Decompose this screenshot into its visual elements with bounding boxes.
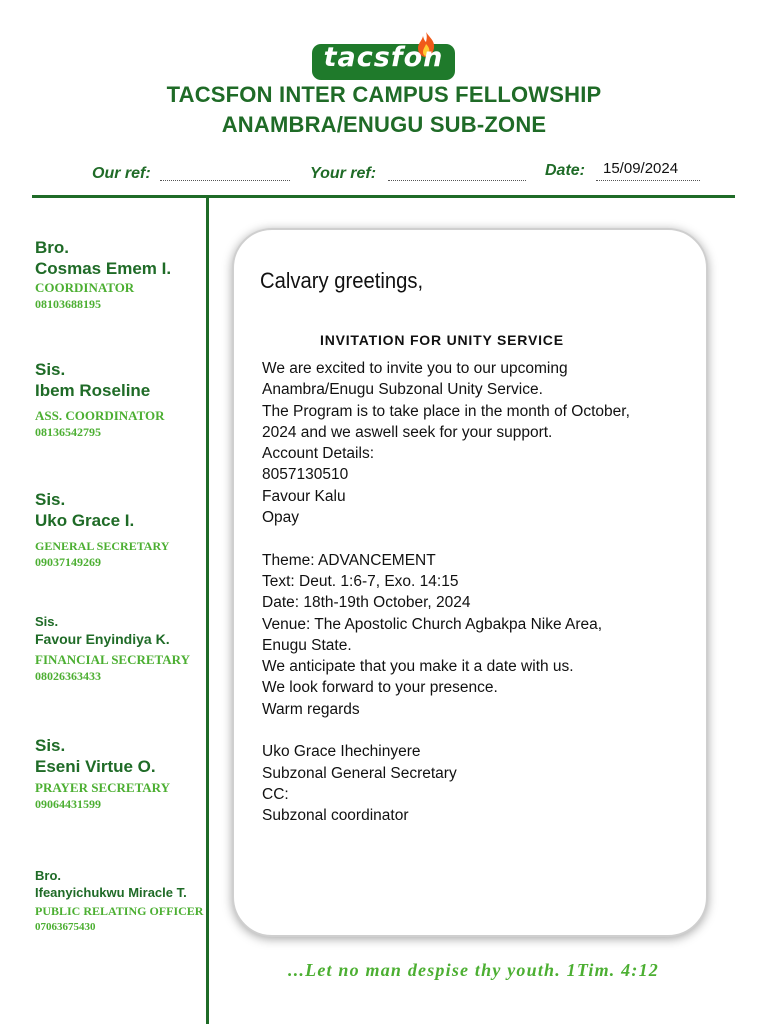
letter-line	[262, 528, 692, 549]
officer-role: PRAYER SECRETARY	[35, 780, 170, 795]
date-field	[596, 180, 700, 181]
officer-title: Bro.	[35, 238, 69, 257]
officer-phone: 09037149269	[35, 555, 101, 569]
letter-line: Enugu State.	[262, 636, 352, 654]
officer-title: Sis.	[35, 360, 66, 379]
footer-verse: ...Let no man despise thy youth. 1Tim. 4:12	[288, 960, 659, 980]
letter-line: We look forward to your presence.	[262, 679, 498, 697]
officer-financial-secretary	[35, 614, 190, 684]
our-ref-field	[160, 180, 290, 181]
letter-line: Subzonal General Secretary	[262, 764, 457, 782]
letter-line: Favour Kalu	[262, 487, 346, 505]
letter-line: Uko Grace Ihechinyere	[262, 743, 421, 761]
officer-name: Cosmas Emem I.	[35, 259, 172, 278]
officer-name: Favour Enyindiya K.	[35, 631, 170, 647]
letter-line: Warm regards	[262, 700, 360, 718]
org-name-line1: TACSFON INTER CAMPUS FELLOWSHIP	[166, 82, 602, 107]
officer-name: Eseni Virtue O.	[35, 757, 156, 776]
letter-line: Theme: ADVANCEMENT	[262, 551, 436, 569]
officer-general-secretary	[35, 490, 169, 570]
letter-line: Opay	[262, 509, 300, 527]
letter-line: CC:	[262, 785, 289, 803]
date-label: Date:	[545, 162, 586, 179]
letter-line: 8057130510	[262, 466, 349, 484]
officer-title: Sis.	[35, 614, 59, 629]
letter-line	[262, 720, 692, 741]
letter-body	[262, 358, 692, 827]
logo-text: tacsfon	[323, 42, 444, 73]
officer-name: Ifeanyichukwu Miracle T.	[35, 885, 187, 900]
officer-role: GENERAL SECRETARY	[35, 539, 170, 553]
letter-line: We anticipate that you make it a date with us.	[262, 658, 574, 676]
officer-title: Bro.	[35, 868, 61, 883]
officer-phone: 09064431599	[35, 797, 101, 811]
officer-phone: 08136542795	[35, 425, 101, 439]
officer-role: ASS. COORDINATOR	[35, 408, 165, 423]
letter-line: Venue: The Apostolic Church Agbakpa Nike Area,	[262, 615, 603, 633]
header-divider	[32, 195, 735, 198]
officer-role: PUBLIC RELATING OFFICER	[35, 904, 204, 918]
officer-title: Sis.	[35, 736, 66, 755]
org-name-line2: ANAMBRA/ENUGU SUB-ZONE	[221, 112, 547, 137]
letter-line: 2024 and we aswell seek for your support.	[262, 423, 553, 441]
officer-name: Uko Grace I.	[35, 511, 135, 530]
officer-phone: 07063675430	[35, 921, 96, 933]
tacsfon-logo	[312, 32, 455, 80]
officer-ass-coordinator	[35, 360, 165, 440]
officer-role: COORDINATOR	[35, 280, 135, 295]
letter-line: Text: Deut. 1:6-7, Exo. 14:15	[262, 572, 459, 590]
our-ref-label: Our ref:	[92, 165, 151, 182]
your-ref-field	[388, 180, 526, 181]
officer-prayer-secretary	[35, 736, 170, 812]
officer-title: Sis.	[35, 490, 66, 509]
letter-line: Subzonal coordinator	[262, 807, 409, 825]
officer-role: FINANCIAL SECRETARY	[35, 652, 190, 667]
letter-line: We are excited to invite you to our upcoming	[262, 360, 568, 377]
sidebar-divider	[206, 198, 209, 1024]
letter-line: Account Details:	[262, 445, 374, 463]
letter-line: The Program is to take place in the month of October,	[262, 402, 630, 420]
officer-name: Ibem Roseline	[35, 381, 151, 400]
letter-heading: INVITATION FOR UNITY SERVICE	[320, 332, 564, 348]
letter-line: Date: 18th-19th October, 2024	[262, 594, 471, 612]
letter-greeting: Calvary greetings,	[260, 268, 424, 293]
date-value: 15/09/2024	[603, 160, 679, 177]
officer-coordinator	[35, 238, 171, 312]
officer-phone: 08103688195	[35, 297, 101, 311]
officer-phone: 08026363433	[35, 669, 101, 683]
officer-public-relations	[35, 868, 203, 935]
your-ref-label: Your ref:	[310, 165, 377, 182]
letter-line: Anambra/Enugu Subzonal Unity Service.	[262, 381, 543, 399]
